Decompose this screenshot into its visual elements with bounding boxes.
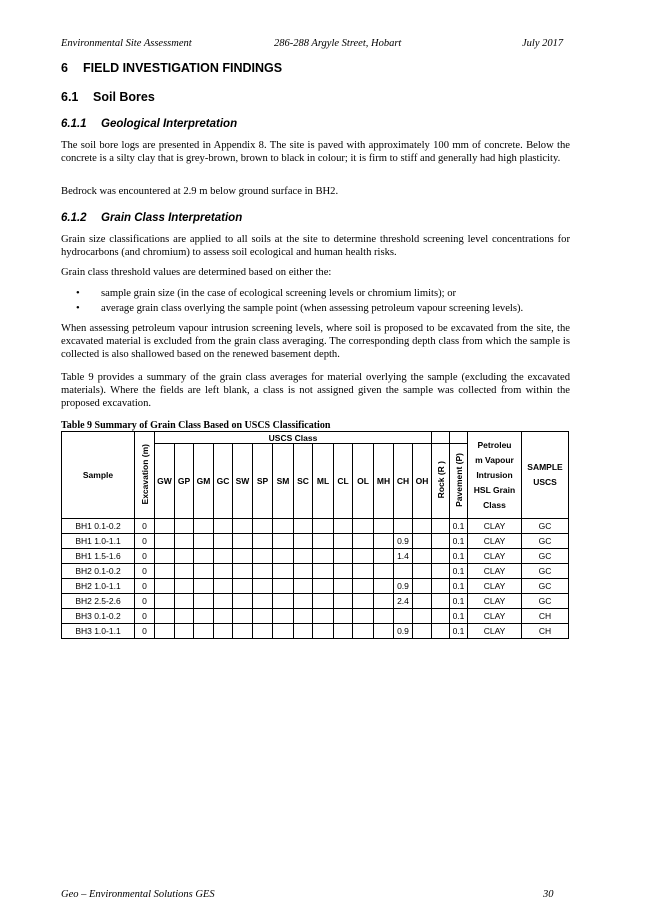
geological-title: Geological Interpretation <box>101 118 238 130</box>
grain-bullet-1-text: sample grain size (in the case of ecological screening levels or chromium limits); or <box>101 288 457 299</box>
subsection-heading <box>61 90 155 104</box>
cell-gm <box>194 594 214 609</box>
cell-gw <box>155 549 175 564</box>
cell-sm <box>273 594 294 609</box>
cell-pavement: 0.1 <box>450 519 468 534</box>
cell-sc <box>294 549 313 564</box>
cell-gc <box>214 609 233 624</box>
table-row <box>62 624 569 639</box>
cell-gp <box>175 549 194 564</box>
cell-pavement: 0.1 <box>450 564 468 579</box>
cell-cl <box>334 609 353 624</box>
pv-line-1: Petroleu <box>477 439 512 450</box>
section-title: FIELD INVESTIGATION FINDINGS <box>83 61 283 75</box>
col-header-mh: MH <box>374 444 394 519</box>
cell-gp <box>175 579 194 594</box>
col-header-excavation <box>135 432 155 519</box>
cell-sc <box>294 579 313 594</box>
col-header-rock-spacer <box>432 432 450 444</box>
cell-sample-uscs: GC <box>522 534 569 549</box>
cell-hsl-grain-class: CLAY <box>468 594 522 609</box>
cell-ml <box>313 549 334 564</box>
cell-sw <box>233 549 253 564</box>
cell-sp <box>253 564 273 579</box>
geological-number: 6.1.1 <box>61 118 87 130</box>
table-row <box>62 519 569 534</box>
subsection-title: Soil Bores <box>93 90 155 104</box>
cell-cl <box>334 549 353 564</box>
cell-gw <box>155 579 175 594</box>
cell-mh <box>374 564 394 579</box>
cell-ch: 0.9 <box>394 534 413 549</box>
cell-gm <box>194 534 214 549</box>
grain-class-table <box>61 431 569 639</box>
header-site-address: 286-288 Argyle Street, Hobart <box>274 38 402 49</box>
cell-oh <box>413 564 432 579</box>
cell-cl <box>334 594 353 609</box>
cell-cl <box>334 519 353 534</box>
cell-gm <box>194 579 214 594</box>
cell-sm <box>273 549 294 564</box>
cell-hsl-grain-class: CLAY <box>468 564 522 579</box>
cell-mh <box>374 624 394 639</box>
bullet-icon: • <box>76 288 80 299</box>
cell-sc <box>294 534 313 549</box>
cell-gc <box>214 549 233 564</box>
cell-sp <box>253 549 273 564</box>
cell-rock <box>432 564 450 579</box>
col-header-gc: GC <box>214 444 233 519</box>
table-row <box>62 564 569 579</box>
col-header-sample: Sample <box>62 432 135 519</box>
cell-ol <box>353 624 374 639</box>
grain-paragraph-3: When assessing petroleum vapour intrusion screening levels, where soil is proposed to be excavated from the site, the excavated material is excluded from the grain class averaging. The corresponding depth class from which the sample is collected is also shallowed based on the renewed basement depth. <box>61 323 570 361</box>
cell-excavation: 0 <box>135 579 155 594</box>
cell-ol <box>353 579 374 594</box>
cell-gw <box>155 534 175 549</box>
cell-gc <box>214 534 233 549</box>
cell-sample-uscs: GC <box>522 579 569 594</box>
cell-sample-uscs: GC <box>522 549 569 564</box>
cell-sample: BH1 0.1-0.2 <box>62 519 135 534</box>
col-header-cl: CL <box>334 444 353 519</box>
col-header-excavation-text: Excavation (m) <box>139 443 150 505</box>
geological-paragraph-2: Bedrock was encountered at 2.9 m below ground surface in BH2. <box>61 186 339 197</box>
cell-oh <box>413 579 432 594</box>
table-caption: Table 9 Summary of Grain Class Based on USCS Classification <box>61 420 331 431</box>
cell-ml <box>313 624 334 639</box>
cell-excavation: 0 <box>135 534 155 549</box>
cell-sample-uscs: GC <box>522 594 569 609</box>
cell-excavation: 0 <box>135 519 155 534</box>
col-header-gw: GW <box>155 444 175 519</box>
cell-ol <box>353 519 374 534</box>
cell-excavation: 0 <box>135 549 155 564</box>
footer-page-number: 30 <box>543 889 554 900</box>
cell-sample: BH2 1.0-1.1 <box>62 579 135 594</box>
header-date: July 2017 <box>522 38 564 49</box>
cell-gw <box>155 519 175 534</box>
table-row <box>62 534 569 549</box>
cell-rock <box>432 624 450 639</box>
grain-bullet-2-text: average grain class overlying the sample point (when assessing petroleum vapour screening levels). <box>101 303 524 314</box>
cell-hsl-grain-class: CLAY <box>468 519 522 534</box>
cell-mh <box>374 549 394 564</box>
footer-company: Geo – Environmental Solutions GES <box>61 889 215 900</box>
cell-ml <box>313 564 334 579</box>
cell-ml <box>313 594 334 609</box>
cell-sc <box>294 594 313 609</box>
cell-ol <box>353 534 374 549</box>
cell-gp <box>175 519 194 534</box>
cell-ml <box>313 519 334 534</box>
header-report-title: Environmental Site Assessment <box>61 38 192 49</box>
cell-sp <box>253 519 273 534</box>
cell-ch <box>394 564 413 579</box>
cell-pavement: 0.1 <box>450 549 468 564</box>
cell-excavation: 0 <box>135 564 155 579</box>
table-row <box>62 609 569 624</box>
cell-excavation: 0 <box>135 609 155 624</box>
cell-sw <box>233 519 253 534</box>
cell-hsl-grain-class: CLAY <box>468 534 522 549</box>
cell-rock <box>432 534 450 549</box>
cell-rock <box>432 579 450 594</box>
cell-pavement: 0.1 <box>450 624 468 639</box>
cell-ml <box>313 579 334 594</box>
cell-hsl-grain-class: CLAY <box>468 549 522 564</box>
cell-ml <box>313 609 334 624</box>
cell-gp <box>175 609 194 624</box>
cell-pavement: 0.1 <box>450 579 468 594</box>
cell-gm <box>194 549 214 564</box>
cell-gw <box>155 594 175 609</box>
cell-sample: BH3 1.0-1.1 <box>62 624 135 639</box>
pv-line-3: Intrusion <box>476 469 513 480</box>
cell-oh <box>413 534 432 549</box>
grain-paragraph-2: Grain class threshold values are determined based on either the: <box>61 267 332 278</box>
grain-title: Grain Class Interpretation <box>101 212 243 224</box>
cell-hsl-grain-class: CLAY <box>468 579 522 594</box>
cell-sc <box>294 519 313 534</box>
cell-sm <box>273 519 294 534</box>
pv-line-5: Class <box>483 499 506 510</box>
cell-cl <box>334 579 353 594</box>
cell-gm <box>194 609 214 624</box>
cell-gc <box>214 624 233 639</box>
col-header-sw: SW <box>233 444 253 519</box>
cell-sample: BH1 1.5-1.6 <box>62 549 135 564</box>
cell-sw <box>233 624 253 639</box>
cell-gw <box>155 624 175 639</box>
cell-sc <box>294 564 313 579</box>
col-header-sm: SM <box>273 444 294 519</box>
cell-ch <box>394 609 413 624</box>
section-number: 6 <box>61 61 68 75</box>
col-header-gm: GM <box>194 444 214 519</box>
col-header-ch: CH <box>394 444 413 519</box>
col-header-pavement <box>450 444 468 519</box>
cell-rock <box>432 609 450 624</box>
cell-sc <box>294 624 313 639</box>
cell-gm <box>194 519 214 534</box>
cell-mh <box>374 609 394 624</box>
table-row <box>62 594 569 609</box>
cell-oh <box>413 594 432 609</box>
cell-sw <box>233 534 253 549</box>
cell-sm <box>273 579 294 594</box>
col-header-oh: OH <box>413 444 432 519</box>
cell-gp <box>175 564 194 579</box>
cell-ch: 1.4 <box>394 549 413 564</box>
cell-gm <box>194 624 214 639</box>
pv-line-2: m Vapour <box>475 454 514 465</box>
col-header-uscs-class: USCS Class <box>155 432 432 444</box>
cell-mh <box>374 519 394 534</box>
cell-pavement: 0.1 <box>450 609 468 624</box>
cell-sm <box>273 624 294 639</box>
cell-sample: BH2 0.1-0.2 <box>62 564 135 579</box>
cell-gc <box>214 564 233 579</box>
cell-sc <box>294 609 313 624</box>
cell-sw <box>233 579 253 594</box>
pv-line-4: HSL Grain <box>473 484 516 495</box>
grain-paragraph-1: Grain size classifications are applied to all soils at the site to determine threshold screening level concentrations for hydrocarbons (and chromium) to assess soil ecological and human health risks. <box>61 234 570 259</box>
cell-excavation: 0 <box>135 594 155 609</box>
cell-gp <box>175 534 194 549</box>
cell-mh <box>374 534 394 549</box>
cell-gc <box>214 594 233 609</box>
col-header-sample-uscs <box>522 432 569 519</box>
grain-heading <box>61 212 242 224</box>
col-header-rock-text: Rock (R ) <box>435 461 446 499</box>
cell-excavation: 0 <box>135 624 155 639</box>
bullet-icon: • <box>76 303 80 314</box>
col-header-pavement-spacer <box>450 432 468 444</box>
cell-ml <box>313 534 334 549</box>
cell-oh <box>413 519 432 534</box>
cell-sp <box>253 594 273 609</box>
table-row <box>62 549 569 564</box>
grain-paragraph-4: Table 9 provides a summary of the grain class averages for material overlying the sample (excluding the excavated materials). Where the fields are left blank, a class is not assigned given the sample was collected from within the proposed excavation. <box>61 372 570 410</box>
cell-mh <box>374 579 394 594</box>
cell-gw <box>155 609 175 624</box>
cell-ol <box>353 564 374 579</box>
cell-oh <box>413 549 432 564</box>
grain-bullet-2 <box>76 302 570 315</box>
cell-gw <box>155 564 175 579</box>
cell-ol <box>353 609 374 624</box>
col-header-gp: GP <box>175 444 194 519</box>
cell-sm <box>273 534 294 549</box>
cell-ch: 0.9 <box>394 579 413 594</box>
col-header-ol: OL <box>353 444 374 519</box>
col-header-pv-hsl-grain-class <box>468 432 522 519</box>
cell-sp <box>253 579 273 594</box>
cell-rock <box>432 549 450 564</box>
cell-sw <box>233 564 253 579</box>
col-header-sc: SC <box>294 444 313 519</box>
cell-gp <box>175 624 194 639</box>
cell-gm <box>194 564 214 579</box>
cell-cl <box>334 564 353 579</box>
geological-heading <box>61 118 237 130</box>
cell-ch <box>394 519 413 534</box>
cell-oh <box>413 609 432 624</box>
cell-hsl-grain-class: CLAY <box>468 609 522 624</box>
col-header-pavement-text: Pavement (P) <box>453 453 464 507</box>
cell-sample-uscs: CH <box>522 624 569 639</box>
col-header-ml: ML <box>313 444 334 519</box>
cell-ch: 0.9 <box>394 624 413 639</box>
cell-sp <box>253 534 273 549</box>
cell-gc <box>214 519 233 534</box>
cell-sw <box>233 594 253 609</box>
cell-sp <box>253 624 273 639</box>
cell-sample: BH2 2.5-2.6 <box>62 594 135 609</box>
table-row <box>62 579 569 594</box>
col-header-rock <box>432 444 450 519</box>
cell-ol <box>353 594 374 609</box>
cell-rock <box>432 594 450 609</box>
col-header-sp: SP <box>253 444 273 519</box>
grain-number: 6.1.2 <box>61 212 87 224</box>
section-heading <box>61 61 282 75</box>
cell-oh <box>413 624 432 639</box>
cell-pavement: 0.1 <box>450 534 468 549</box>
cell-sample-uscs: CH <box>522 609 569 624</box>
cell-sample-uscs: GC <box>522 519 569 534</box>
cell-sample: BH3 0.1-0.2 <box>62 609 135 624</box>
cell-gc <box>214 579 233 594</box>
cell-sm <box>273 564 294 579</box>
cell-sm <box>273 609 294 624</box>
sample-uscs-line-1: SAMPLE <box>527 462 563 472</box>
cell-sw <box>233 609 253 624</box>
cell-sample-uscs: GC <box>522 564 569 579</box>
grain-bullet-1 <box>76 287 570 300</box>
cell-sp <box>253 609 273 624</box>
cell-ch: 2.4 <box>394 594 413 609</box>
cell-cl <box>334 624 353 639</box>
cell-ol <box>353 549 374 564</box>
cell-hsl-grain-class: CLAY <box>468 624 522 639</box>
sample-uscs-line-2: USCS <box>533 477 557 487</box>
subsection-number: 6.1 <box>61 90 79 104</box>
cell-pavement: 0.1 <box>450 594 468 609</box>
cell-rock <box>432 519 450 534</box>
cell-mh <box>374 594 394 609</box>
geological-paragraph-1: The soil bore logs are presented in Appendix 8. The site is paved with approximately 100 mm of concrete. Below the concrete is a silty clay that is grey-brown, brown to black in colour; it is firm to stiff and generally had high plasticity. <box>61 140 570 165</box>
cell-gp <box>175 594 194 609</box>
cell-sample: BH1 1.0-1.1 <box>62 534 135 549</box>
cell-cl <box>334 534 353 549</box>
